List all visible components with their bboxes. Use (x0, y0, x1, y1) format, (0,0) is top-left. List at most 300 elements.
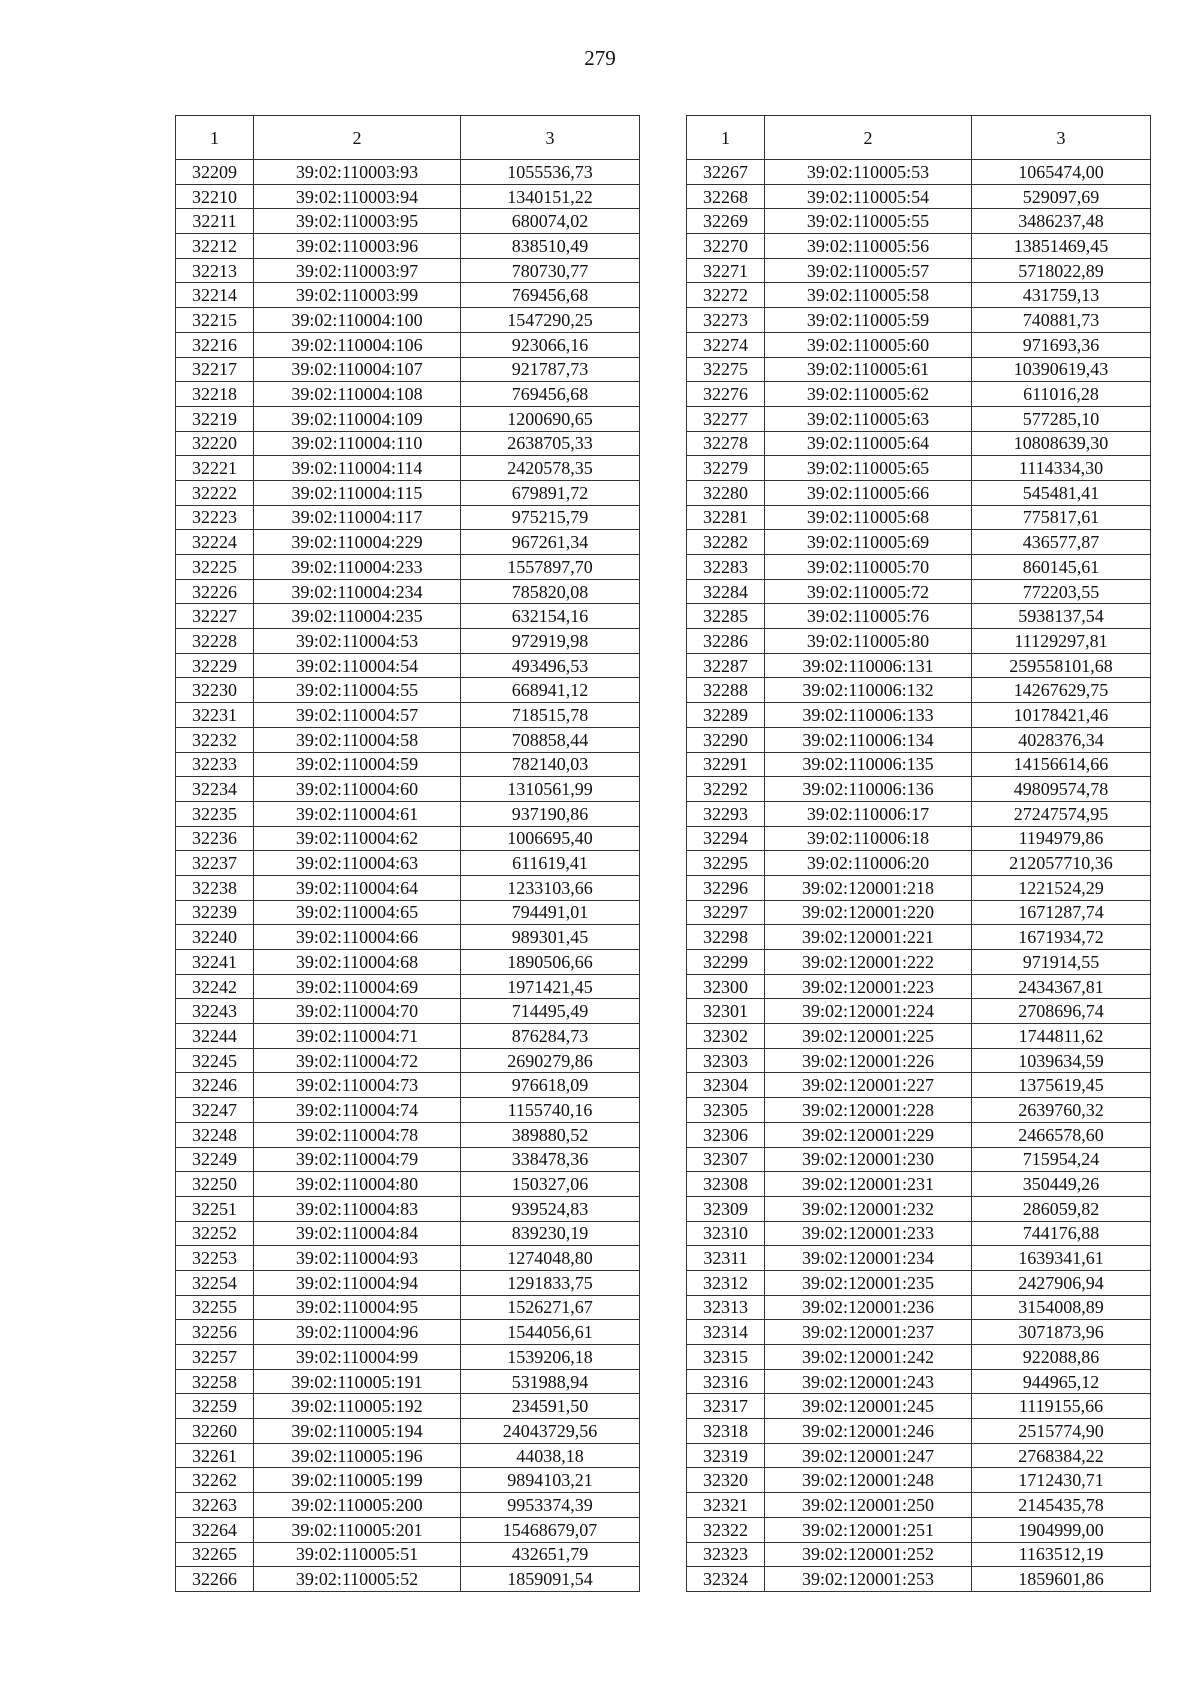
value-cell: 2434367,81 (972, 974, 1151, 999)
cadastral-number-cell: 39:02:110004:93 (254, 1246, 461, 1271)
cadastral-number-cell: 39:02:110004:83 (254, 1196, 461, 1221)
value-cell: 2427906,94 (972, 1270, 1151, 1295)
cadastral-number-cell: 39:02:110004:229 (254, 530, 461, 555)
value-cell: 971693,36 (972, 332, 1151, 357)
cadastral-number-cell: 39:02:110004:54 (254, 653, 461, 678)
row-number-cell: 32245 (176, 1048, 254, 1073)
row-number-cell: 32224 (176, 530, 254, 555)
table-row (687, 1517, 1151, 1542)
value-cell: 1744811,62 (972, 1024, 1151, 1049)
table-row (176, 752, 640, 777)
row-number-cell: 32266 (176, 1567, 254, 1592)
value-cell: 49809574,78 (972, 777, 1151, 802)
cadastral-number-cell: 39:02:110003:96 (254, 234, 461, 259)
row-number-cell: 32257 (176, 1345, 254, 1370)
value-cell: 14156614,66 (972, 752, 1151, 777)
row-number-cell: 32214 (176, 283, 254, 308)
row-number-cell: 32263 (176, 1493, 254, 1518)
row-number-cell: 32298 (687, 925, 765, 950)
table-row (176, 1073, 640, 1098)
table-row (176, 826, 640, 851)
cadastral-number-cell: 39:02:110004:69 (254, 974, 461, 999)
value-cell: 2466578,60 (972, 1122, 1151, 1147)
value-cell: 2690279,86 (461, 1048, 640, 1073)
row-number-cell: 32317 (687, 1394, 765, 1419)
column-header-3: 3 (972, 116, 1151, 160)
row-number-cell: 32270 (687, 234, 765, 259)
row-number-cell: 32305 (687, 1098, 765, 1123)
cadastral-number-cell: 39:02:110003:97 (254, 258, 461, 283)
table-row (176, 1122, 640, 1147)
table-row (176, 1172, 640, 1197)
table-row (687, 1270, 1151, 1295)
value-cell: 1526271,67 (461, 1295, 640, 1320)
value-cell: 338478,36 (461, 1147, 640, 1172)
value-cell: 531988,94 (461, 1369, 640, 1394)
row-number-cell: 32285 (687, 604, 765, 629)
row-number-cell: 32296 (687, 875, 765, 900)
cadastral-number-cell: 39:02:110005:72 (765, 579, 972, 604)
row-number-cell: 32258 (176, 1369, 254, 1394)
row-number-cell: 32243 (176, 999, 254, 1024)
cadastral-number-cell: 39:02:110005:53 (765, 160, 972, 185)
table-row (176, 579, 640, 604)
row-number-cell: 32292 (687, 777, 765, 802)
table-row (687, 1443, 1151, 1468)
table-row (687, 1024, 1151, 1049)
row-number-cell: 32314 (687, 1320, 765, 1345)
row-number-cell: 32210 (176, 184, 254, 209)
value-cell: 740881,73 (972, 308, 1151, 333)
table-row (176, 727, 640, 752)
row-number-cell: 32272 (687, 283, 765, 308)
value-cell: 1375619,45 (972, 1073, 1151, 1098)
table-row (687, 1122, 1151, 1147)
table-row (176, 1320, 640, 1345)
table-row (687, 801, 1151, 826)
cadastral-number-cell: 39:02:120001:252 (765, 1542, 972, 1567)
table-row (176, 925, 640, 950)
value-cell: 971914,55 (972, 950, 1151, 975)
table-row (176, 974, 640, 999)
row-number-cell: 32323 (687, 1542, 765, 1567)
row-number-cell: 32262 (176, 1468, 254, 1493)
table-row (687, 1246, 1151, 1271)
cadastral-number-cell: 39:02:110004:65 (254, 900, 461, 925)
cadastral-number-cell: 39:02:110003:93 (254, 160, 461, 185)
row-number-cell: 32279 (687, 456, 765, 481)
table-row (687, 1394, 1151, 1419)
table-row (687, 875, 1151, 900)
table-header-row (687, 116, 1151, 160)
table-row (176, 1098, 640, 1123)
row-number-cell: 32309 (687, 1196, 765, 1221)
row-number-cell: 32209 (176, 160, 254, 185)
value-cell: 577285,10 (972, 406, 1151, 431)
value-cell: 1671287,74 (972, 900, 1151, 925)
cadastral-number-cell: 39:02:120001:236 (765, 1295, 972, 1320)
table-row (687, 530, 1151, 555)
row-number-cell: 32294 (687, 826, 765, 851)
cadastral-number-cell: 39:02:120001:228 (765, 1098, 972, 1123)
row-number-cell: 32267 (687, 160, 765, 185)
cadastral-number-cell: 39:02:110005:194 (254, 1419, 461, 1444)
table-header-row (176, 116, 640, 160)
cadastral-number-cell: 39:02:110004:233 (254, 555, 461, 580)
row-number-cell: 32310 (687, 1221, 765, 1246)
row-number-cell: 32282 (687, 530, 765, 555)
value-cell: 27247574,95 (972, 801, 1151, 826)
cadastral-number-cell: 39:02:110004:110 (254, 431, 461, 456)
value-cell: 286059,82 (972, 1196, 1151, 1221)
value-cell: 1639341,61 (972, 1246, 1151, 1271)
table-row (176, 1567, 640, 1592)
cadastral-number-cell: 39:02:110005:192 (254, 1394, 461, 1419)
table-row (687, 653, 1151, 678)
value-cell: 939524,83 (461, 1196, 640, 1221)
value-cell: 493496,53 (461, 653, 640, 678)
value-cell: 350449,26 (972, 1172, 1151, 1197)
table-row (176, 209, 640, 234)
cadastral-number-cell: 39:02:110004:74 (254, 1098, 461, 1123)
row-number-cell: 32252 (176, 1221, 254, 1246)
value-cell: 775817,61 (972, 505, 1151, 530)
table-row (176, 1394, 640, 1419)
row-number-cell: 32234 (176, 777, 254, 802)
row-number-cell: 32271 (687, 258, 765, 283)
left-table (175, 115, 640, 1592)
cadastral-number-cell: 39:02:120001:222 (765, 950, 972, 975)
value-cell: 1155740,16 (461, 1098, 640, 1123)
row-number-cell: 32230 (176, 678, 254, 703)
cadastral-number-cell: 39:02:120001:229 (765, 1122, 972, 1147)
table-row (176, 1517, 640, 1542)
value-cell: 2768384,22 (972, 1443, 1151, 1468)
cadastral-number-cell: 39:02:110004:94 (254, 1270, 461, 1295)
row-number-cell: 32300 (687, 974, 765, 999)
row-number-cell: 32260 (176, 1419, 254, 1444)
table-row (687, 777, 1151, 802)
value-cell: 989301,45 (461, 925, 640, 950)
table-row (176, 900, 640, 925)
column-header-3: 3 (461, 116, 640, 160)
value-cell: 708858,44 (461, 727, 640, 752)
cadastral-number-cell: 39:02:110006:18 (765, 826, 972, 851)
cadastral-number-cell: 39:02:120001:227 (765, 1073, 972, 1098)
cadastral-number-cell: 39:02:120001:221 (765, 925, 972, 950)
table-row (687, 456, 1151, 481)
row-number-cell: 32228 (176, 629, 254, 654)
value-cell: 860145,61 (972, 555, 1151, 580)
value-cell: 944965,12 (972, 1369, 1151, 1394)
row-number-cell: 32249 (176, 1147, 254, 1172)
cadastral-number-cell: 39:02:110004:70 (254, 999, 461, 1024)
table-row (176, 382, 640, 407)
cadastral-number-cell: 39:02:110006:131 (765, 653, 972, 678)
row-number-cell: 32248 (176, 1122, 254, 1147)
cadastral-number-cell: 39:02:110005:69 (765, 530, 972, 555)
row-number-cell: 32235 (176, 801, 254, 826)
table-row (687, 1147, 1151, 1172)
value-cell: 1890506,66 (461, 950, 640, 975)
value-cell: 1310561,99 (461, 777, 640, 802)
table-row (176, 406, 640, 431)
cadastral-number-cell: 39:02:110005:58 (765, 283, 972, 308)
table-row (176, 703, 640, 728)
table-row (176, 999, 640, 1024)
value-cell: 3071873,96 (972, 1320, 1151, 1345)
cadastral-number-cell: 39:02:110005:200 (254, 1493, 461, 1518)
table-row (176, 875, 640, 900)
table-row (176, 160, 640, 185)
table-row (687, 851, 1151, 876)
table-row (687, 826, 1151, 851)
cadastral-number-cell: 39:02:110004:57 (254, 703, 461, 728)
table-row (176, 258, 640, 283)
row-number-cell: 32274 (687, 332, 765, 357)
table-row (687, 1098, 1151, 1123)
table-row (687, 1172, 1151, 1197)
value-cell: 967261,34 (461, 530, 640, 555)
value-cell: 2515774,90 (972, 1419, 1151, 1444)
cadastral-number-cell: 39:02:110004:106 (254, 332, 461, 357)
table-row (176, 1270, 640, 1295)
value-cell: 1904999,00 (972, 1517, 1151, 1542)
value-cell: 1065474,00 (972, 160, 1151, 185)
row-number-cell: 32236 (176, 826, 254, 851)
row-number-cell: 32307 (687, 1147, 765, 1172)
value-cell: 785820,08 (461, 579, 640, 604)
row-number-cell: 32265 (176, 1542, 254, 1567)
row-number-cell: 32242 (176, 974, 254, 999)
table-row (687, 332, 1151, 357)
table-row (176, 1369, 640, 1394)
value-cell: 1712430,71 (972, 1468, 1151, 1493)
value-cell: 24043729,56 (461, 1419, 640, 1444)
value-cell: 1539206,18 (461, 1345, 640, 1370)
table-row (687, 1493, 1151, 1518)
row-number-cell: 32241 (176, 950, 254, 975)
value-cell: 1274048,80 (461, 1246, 640, 1271)
value-cell: 11129297,81 (972, 629, 1151, 654)
table-row (687, 1048, 1151, 1073)
table-row (176, 653, 640, 678)
value-cell: 780730,77 (461, 258, 640, 283)
value-cell: 2145435,78 (972, 1493, 1151, 1518)
row-number-cell: 32277 (687, 406, 765, 431)
table-row (687, 308, 1151, 333)
cadastral-number-cell: 39:02:110006:20 (765, 851, 972, 876)
row-number-cell: 32286 (687, 629, 765, 654)
row-number-cell: 32301 (687, 999, 765, 1024)
table-row (176, 1147, 640, 1172)
cadastral-number-cell: 39:02:110004:100 (254, 308, 461, 333)
table-row (687, 382, 1151, 407)
table-row (687, 184, 1151, 209)
cadastral-number-cell: 39:02:110006:135 (765, 752, 972, 777)
cadastral-number-cell: 39:02:110004:66 (254, 925, 461, 950)
table-row (687, 1073, 1151, 1098)
table-row (687, 1320, 1151, 1345)
value-cell: 1340151,22 (461, 184, 640, 209)
value-cell: 234591,50 (461, 1394, 640, 1419)
cadastral-number-cell: 39:02:110005:66 (765, 480, 972, 505)
row-number-cell: 32218 (176, 382, 254, 407)
cadastral-number-cell: 39:02:120001:218 (765, 875, 972, 900)
row-number-cell: 32259 (176, 1394, 254, 1419)
table-row (176, 1493, 640, 1518)
row-number-cell: 32250 (176, 1172, 254, 1197)
cadastral-number-cell: 39:02:110004:68 (254, 950, 461, 975)
row-number-cell: 32247 (176, 1098, 254, 1123)
value-cell: 212057710,36 (972, 851, 1151, 876)
row-number-cell: 32308 (687, 1172, 765, 1197)
cadastral-number-cell: 39:02:120001:230 (765, 1147, 972, 1172)
cadastral-number-cell: 39:02:110005:65 (765, 456, 972, 481)
cadastral-number-cell: 39:02:110005:201 (254, 1517, 461, 1542)
row-number-cell: 32232 (176, 727, 254, 752)
value-cell: 976618,09 (461, 1073, 640, 1098)
row-number-cell: 32264 (176, 1517, 254, 1542)
value-cell: 1055536,73 (461, 160, 640, 185)
cadastral-number-cell: 39:02:110005:57 (765, 258, 972, 283)
cadastral-number-cell: 39:02:110004:234 (254, 579, 461, 604)
cadastral-number-cell: 39:02:120001:231 (765, 1172, 972, 1197)
row-number-cell: 32246 (176, 1073, 254, 1098)
cadastral-number-cell: 39:02:120001:246 (765, 1419, 972, 1444)
value-cell: 1114334,30 (972, 456, 1151, 481)
value-cell: 715954,24 (972, 1147, 1151, 1172)
row-number-cell: 32319 (687, 1443, 765, 1468)
table-row (687, 1196, 1151, 1221)
value-cell: 937190,86 (461, 801, 640, 826)
table-row (176, 234, 640, 259)
table-row (687, 727, 1151, 752)
cadastral-number-cell: 39:02:120001:223 (765, 974, 972, 999)
cadastral-number-cell: 39:02:110005:60 (765, 332, 972, 357)
cadastral-number-cell: 39:02:110003:99 (254, 283, 461, 308)
value-cell: 150327,06 (461, 1172, 640, 1197)
value-cell: 1291833,75 (461, 1270, 640, 1295)
table-row (176, 1221, 640, 1246)
row-number-cell: 32291 (687, 752, 765, 777)
table-row (176, 456, 640, 481)
row-number-cell: 32254 (176, 1270, 254, 1295)
cadastral-number-cell: 39:02:110005:51 (254, 1542, 461, 1567)
value-cell: 1859601,86 (972, 1567, 1151, 1592)
value-cell: 680074,02 (461, 209, 640, 234)
value-cell: 14267629,75 (972, 678, 1151, 703)
cadastral-number-cell: 39:02:120001:237 (765, 1320, 972, 1345)
column-header-2: 2 (254, 116, 461, 160)
cadastral-number-cell: 39:02:110005:80 (765, 629, 972, 654)
table-row (687, 555, 1151, 580)
value-cell: 679891,72 (461, 480, 640, 505)
cadastral-number-cell: 39:02:110004:59 (254, 752, 461, 777)
cadastral-number-cell: 39:02:120001:253 (765, 1567, 972, 1592)
table-row (176, 604, 640, 629)
value-cell: 10390619,43 (972, 357, 1151, 382)
cadastral-number-cell: 39:02:110004:63 (254, 851, 461, 876)
row-number-cell: 32289 (687, 703, 765, 728)
cadastral-number-cell: 39:02:110004:108 (254, 382, 461, 407)
column-header-1: 1 (687, 116, 765, 160)
value-cell: 1671934,72 (972, 925, 1151, 950)
value-cell: 432651,79 (461, 1542, 640, 1567)
cadastral-number-cell: 39:02:110004:109 (254, 406, 461, 431)
table-row (176, 851, 640, 876)
cadastral-number-cell: 39:02:120001:226 (765, 1048, 972, 1073)
row-number-cell: 32273 (687, 308, 765, 333)
cadastral-number-cell: 39:02:110006:132 (765, 678, 972, 703)
value-cell: 668941,12 (461, 678, 640, 703)
table-row (687, 1221, 1151, 1246)
value-cell: 611619,41 (461, 851, 640, 876)
cadastral-number-cell: 39:02:110004:95 (254, 1295, 461, 1320)
cadastral-number-cell: 39:02:110004:72 (254, 1048, 461, 1073)
table-row (687, 505, 1151, 530)
row-number-cell: 32304 (687, 1073, 765, 1098)
row-number-cell: 32276 (687, 382, 765, 407)
cadastral-number-cell: 39:02:110003:94 (254, 184, 461, 209)
value-cell: 2420578,35 (461, 456, 640, 481)
row-number-cell: 32283 (687, 555, 765, 580)
row-number-cell: 32303 (687, 1048, 765, 1073)
cadastral-number-cell: 39:02:110004:64 (254, 875, 461, 900)
table-row (687, 703, 1151, 728)
row-number-cell: 32268 (687, 184, 765, 209)
table-row (176, 1024, 640, 1049)
value-cell: 772203,55 (972, 579, 1151, 604)
value-cell: 1544056,61 (461, 1320, 640, 1345)
row-number-cell: 32313 (687, 1295, 765, 1320)
cadastral-number-cell: 39:02:110005:54 (765, 184, 972, 209)
table-row (687, 160, 1151, 185)
table-row (687, 974, 1151, 999)
row-number-cell: 32281 (687, 505, 765, 530)
table-row (687, 1419, 1151, 1444)
value-cell: 744176,88 (972, 1221, 1151, 1246)
value-cell: 44038,18 (461, 1443, 640, 1468)
column-header-1: 1 (176, 116, 254, 160)
table-row (687, 406, 1151, 431)
table-row (176, 308, 640, 333)
cadastral-number-cell: 39:02:110005:199 (254, 1468, 461, 1493)
cadastral-number-cell: 39:02:120001:232 (765, 1196, 972, 1221)
value-cell: 839230,19 (461, 1221, 640, 1246)
value-cell: 611016,28 (972, 382, 1151, 407)
table-row (687, 1468, 1151, 1493)
table-row (687, 234, 1151, 259)
row-number-cell: 32211 (176, 209, 254, 234)
cadastral-number-cell: 39:02:110004:55 (254, 678, 461, 703)
table-row (687, 431, 1151, 456)
table-row (176, 801, 640, 826)
cadastral-number-cell: 39:02:110005:61 (765, 357, 972, 382)
value-cell: 1163512,19 (972, 1542, 1151, 1567)
row-number-cell: 32295 (687, 851, 765, 876)
table-row (176, 1443, 640, 1468)
value-cell: 714495,49 (461, 999, 640, 1024)
cadastral-number-cell: 39:02:120001:250 (765, 1493, 972, 1518)
value-cell: 1547290,25 (461, 308, 640, 333)
value-cell: 3154008,89 (972, 1295, 1151, 1320)
row-number-cell: 32280 (687, 480, 765, 505)
value-cell: 782140,03 (461, 752, 640, 777)
table-row (176, 1295, 640, 1320)
table-row (176, 678, 640, 703)
cadastral-number-cell: 39:02:110004:53 (254, 629, 461, 654)
